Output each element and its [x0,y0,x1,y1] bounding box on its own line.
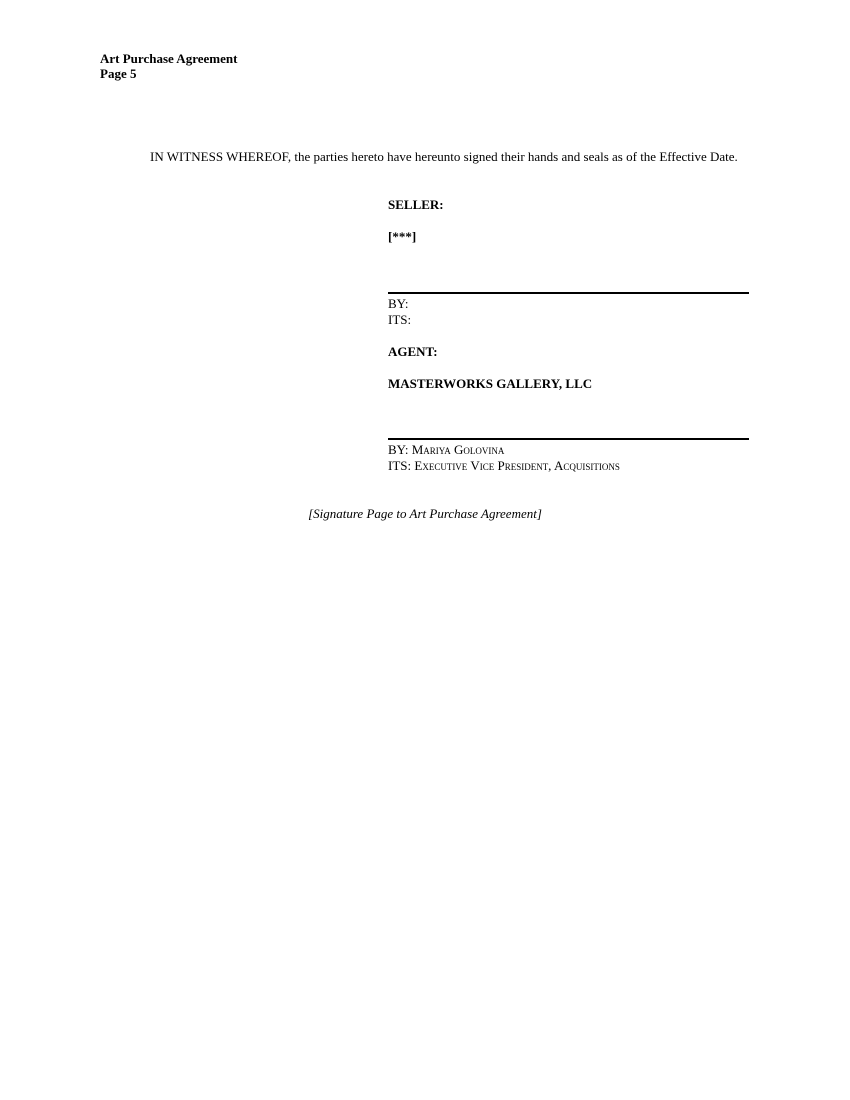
page-number: Page 5 [100,66,137,81]
signature-page-caption: [Signature Page to Art Purchase Agreement] [308,506,542,521]
agent-by-line [388,442,504,458]
seller-its-line [388,312,411,328]
document-header [100,51,237,81]
agent-name: MASTERWORKS GALLERY, LLC [388,376,593,391]
agent-by-label: BY: [388,442,409,457]
agent-its-line [388,458,620,474]
witness-paragraph: IN WITNESS WHEREOF, the parties hereto have hereunto signed their hands and seals as of the Effective Date. [150,149,738,164]
agent-its-label: ITS: [388,458,412,473]
seller-its-label: ITS: [388,312,412,327]
agent-signatory-name: Mariya Golovina [411,442,505,457]
seller-by-label: BY: [388,296,409,311]
seller-by-line [388,296,408,312]
document-title: Art Purchase Agreement [100,51,238,66]
seller-heading: SELLER: [388,197,444,212]
agent-signatory-title: Executive Vice President, Acquisitions [414,458,620,473]
seller-signature-line [388,292,749,294]
agent-signature-line [388,438,749,440]
seller-name: [***] [388,229,417,244]
agent-heading: AGENT: [388,344,438,359]
